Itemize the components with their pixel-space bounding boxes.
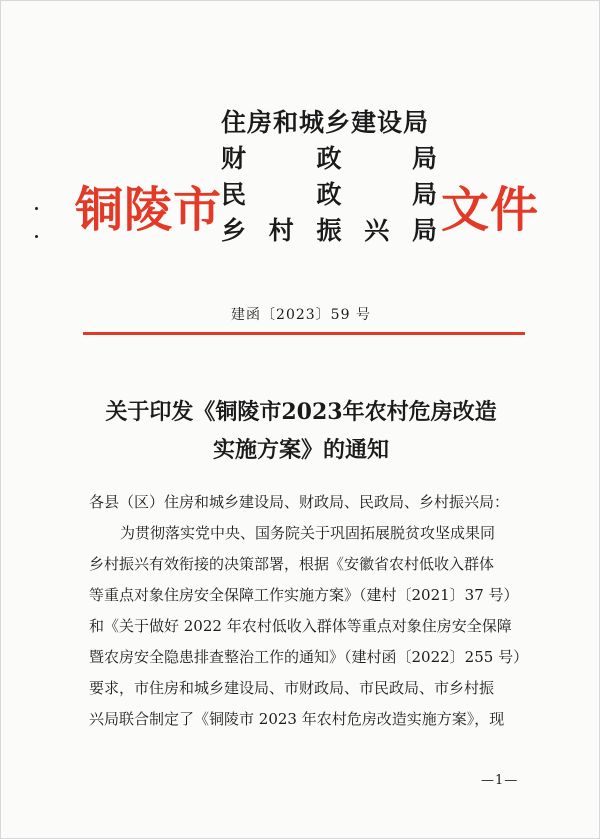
department-civil-affairs (221, 177, 437, 213)
department-char: 局 (411, 216, 437, 245)
document-number: 建函〔2023〕59 号 (231, 307, 371, 323)
issuing-departments (221, 105, 437, 249)
department-char: 村 (268, 216, 294, 245)
body-line: 等重点对象住房安全保障工作实施方案》（建村〔2021〕37 号） (89, 586, 519, 604)
body-line: 兴局联合制定了《铜陵市 2023 年农村危房改造实施方案》，现 (89, 710, 505, 728)
title-line-2: 实施方案》的通知 (212, 437, 389, 463)
department-rural-revitalization (221, 213, 437, 249)
department-char: 财 (221, 144, 247, 173)
body-line: 暨农房安全隐患排查整治工作的通知》（建村函〔2022〕255 号） (89, 648, 529, 666)
body-line: 乡村振兴有效衔接的决策部署，根据《安徽省农村低收入群体 (89, 555, 495, 573)
document-body (89, 487, 529, 735)
title-line-1: 关于印发《铜陵市2023年农村危房改造 (105, 399, 497, 425)
department-char: 政 (316, 144, 342, 173)
page-number: —1— (481, 773, 519, 788)
department-char: 政 (316, 180, 342, 209)
department-char: 兴 (364, 216, 390, 245)
issuer-city: 铜陵市 (75, 182, 223, 238)
department-char: 乡 (221, 216, 247, 245)
department-housing (221, 105, 437, 141)
department-housing-text: 住房和城乡建设局 (221, 108, 430, 137)
document-type-label: 文件 (441, 182, 540, 238)
department-char: 局 (411, 144, 437, 173)
department-finance (221, 141, 437, 177)
header-divider (83, 332, 525, 335)
department-char: 局 (411, 180, 437, 209)
body-line: 为贯彻落实党中央、国务院关于巩固拓展脱贫攻坚成果同 (120, 524, 496, 542)
body-line: 和《关于做好 2022 年农村低收入群体等重点对象住房安全保障 (89, 617, 512, 635)
department-char: 民 (221, 180, 247, 209)
salutation: 各县（区）住房和城乡建设局、财政局、民政局、乡村振兴局： (89, 493, 510, 511)
scan-speck (35, 235, 38, 238)
department-char: 振 (316, 216, 342, 245)
document-title (1, 393, 600, 469)
body-line: 要求，市住房和城乡建设局、市财政局、市民政局、市乡村振 (89, 679, 495, 697)
scan-speck (35, 207, 38, 210)
